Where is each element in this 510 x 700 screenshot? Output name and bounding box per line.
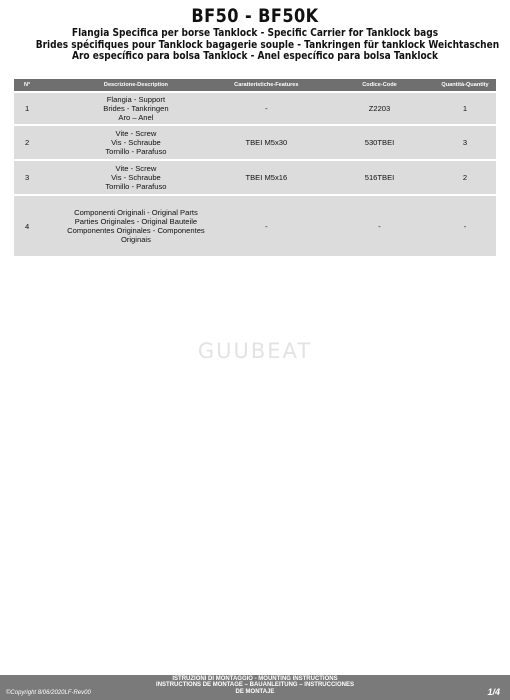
- description-line: Vis - Schraube: [111, 173, 161, 182]
- row-quantity: 1: [434, 93, 496, 124]
- row-code: -: [325, 196, 434, 256]
- parts-table: [14, 77, 496, 258]
- description-line: Vite - Screw: [115, 129, 157, 138]
- row-code: Z2203: [325, 93, 434, 124]
- description-line: Tornillo - Parafuso: [105, 147, 167, 156]
- row-quantity: -: [434, 196, 496, 256]
- footer-line-3: DE MONTAJE: [235, 688, 275, 695]
- description-line: Flangia - Support: [106, 95, 166, 104]
- row-code: 516TBEI: [325, 161, 434, 194]
- table-row: [14, 161, 496, 194]
- row-features: TBEI M5x30: [208, 126, 325, 159]
- table-row: [14, 196, 496, 256]
- row-code: 530TBEI: [325, 126, 434, 159]
- subtitle-line-1: Flangia Specifica per borse Tanklock - Specific Carrier for Tanklock bags: [71, 27, 439, 39]
- description-line: Componentes Originales - Componentes: [67, 226, 205, 235]
- subtitle-line-2: Brides spécifiques pour Tanklock bagagerie souple - Tankringen für tanklock Weichtaschen: [35, 38, 500, 51]
- model-title: BF50 - BF50K: [191, 5, 319, 27]
- table-row: [14, 93, 496, 124]
- row-quantity: 3: [434, 126, 496, 159]
- row-description: [64, 93, 208, 124]
- description-line: Vite - Screw: [115, 164, 157, 173]
- row-number: 3: [14, 161, 64, 194]
- header-features: Caratteristiche-Features: [208, 79, 325, 91]
- table-header-row: [14, 79, 496, 91]
- footer-line-1: ISTRUZIONI DI MONTAGGIO - MOUNTING INSTRUCTIONS: [172, 676, 338, 682]
- row-number: 4: [14, 196, 64, 256]
- row-description: [64, 196, 208, 256]
- table-row: [14, 126, 496, 159]
- description-line: Tornillo - Parafuso: [105, 182, 167, 191]
- row-features: TBEI M5x16: [208, 161, 325, 194]
- description-line: Brides - Tankringen: [103, 104, 169, 113]
- header-description: Descrizione-Description: [64, 79, 208, 91]
- description-line: Originais: [120, 235, 151, 244]
- description-line: Aro – Anel: [118, 113, 154, 122]
- header-number: N°: [14, 79, 64, 91]
- page-footer: [0, 675, 510, 700]
- footer-line-2: INSTRUCTIONS DE MONTAGE – BAUANLEITUNG – INSTRUCCIONES: [156, 682, 354, 689]
- row-number: 2: [14, 126, 64, 159]
- description-line: Componenti Originali - Original Parts: [74, 208, 198, 217]
- description-line: Parties Originales - Original Bauteile: [74, 217, 198, 226]
- document-header: [0, 0, 510, 63]
- row-features: -: [208, 93, 325, 124]
- row-features: -: [208, 196, 325, 256]
- copyright-text: ©Copyright 8/06/2020LF-Rev00: [6, 690, 91, 696]
- row-description: [64, 126, 208, 159]
- row-number: 1: [14, 93, 64, 124]
- description-line: Vis - Schraube: [111, 138, 161, 147]
- page-number: 1/4: [487, 687, 500, 697]
- row-quantity: 2: [434, 161, 496, 194]
- row-description: [64, 161, 208, 194]
- watermark-logo: GUUBEAT: [197, 339, 313, 363]
- header-quantity: Quantità-Quantity: [434, 79, 496, 91]
- subtitle-line-3: Aro específico para bolsa Tanklock - Anel específico para bolsa Tanklock: [71, 50, 439, 62]
- header-code: Codice-Code: [325, 79, 434, 91]
- footer-title: [110, 676, 400, 695]
